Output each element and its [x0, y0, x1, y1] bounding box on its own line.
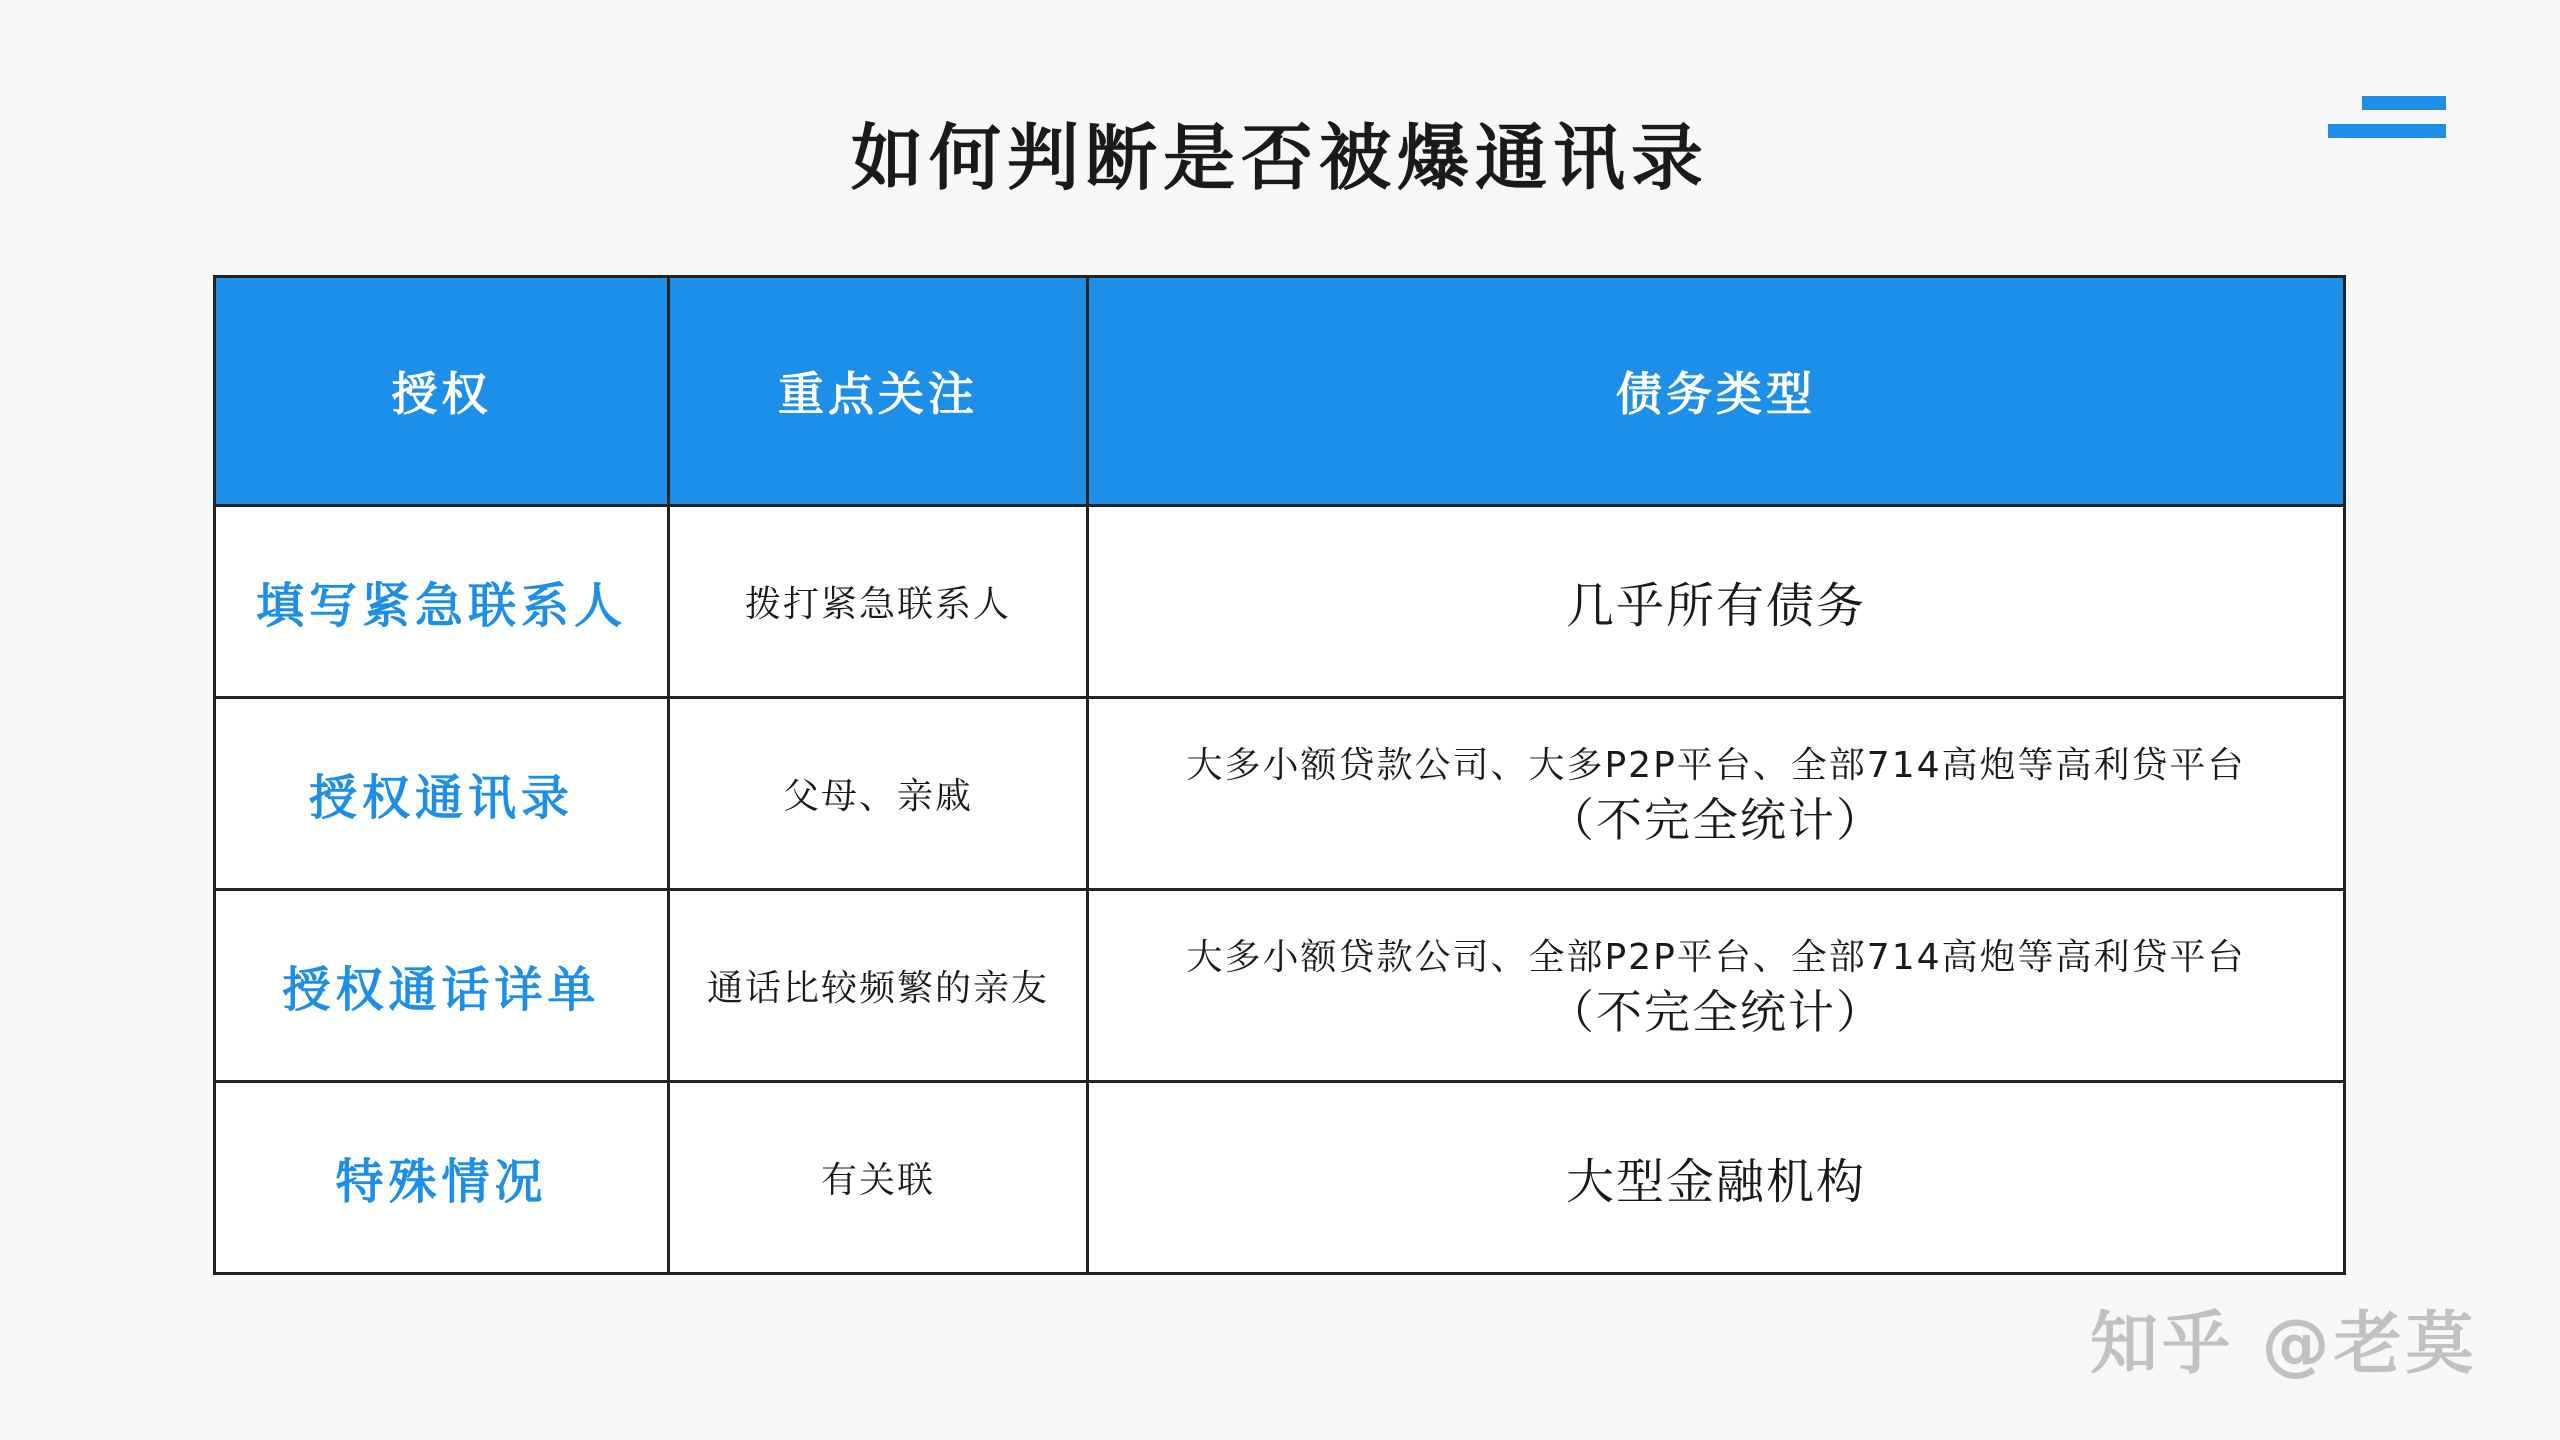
table-row	[215, 1082, 2345, 1274]
table-header	[215, 277, 2345, 506]
focus-cell: 通话比较频繁的亲友	[669, 890, 1088, 1082]
authorization-cell: 填写紧急联系人	[215, 506, 669, 698]
table-row	[215, 506, 2345, 698]
authorization-cell: 授权通讯录	[215, 698, 669, 890]
focus-cell: 拨打紧急联系人	[669, 506, 1088, 698]
debt-exposure-table	[213, 275, 2346, 1275]
debt-type-text: 几乎所有债务	[1565, 578, 1866, 634]
debt-type-cell	[1088, 698, 2345, 890]
header-authorization: 授权	[215, 277, 669, 506]
page-title: 如何判断是否被爆通讯录	[850, 116, 1709, 200]
decorative-bar-bottom	[2328, 124, 2446, 138]
header-debt-type: 债务类型	[1088, 277, 2345, 506]
debt-type-text: 大多小额贷款公司、全部P2P平台、全部714高炮等高利贷平台	[1186, 936, 2246, 978]
debt-type-cell	[1088, 890, 2345, 1082]
authorization-cell: 特殊情况	[215, 1082, 669, 1274]
debt-type-text: 大多小额贷款公司、大多P2P平台、全部714高炮等高利贷平台	[1186, 744, 2246, 786]
table-body	[215, 506, 2345, 1274]
table-row	[215, 890, 2345, 1082]
table-row	[215, 698, 2345, 890]
authorization-cell: 授权通话详单	[215, 890, 669, 1082]
debt-type-cell	[1088, 1082, 2345, 1274]
debt-type-note: （不完全统计）	[1548, 984, 1884, 1039]
debt-type-text: 大型金融机构	[1565, 1154, 1866, 1210]
watermark: 知乎 @老莫	[2090, 1305, 2478, 1384]
debt-type-cell	[1088, 506, 2345, 698]
header-focus: 重点关注	[669, 277, 1088, 506]
table-header-row	[215, 277, 2345, 506]
focus-cell: 有关联	[669, 1082, 1088, 1274]
focus-cell: 父母、亲戚	[669, 698, 1088, 890]
decorative-bar-top	[2362, 96, 2446, 110]
debt-type-note: （不完全统计）	[1548, 792, 1884, 847]
